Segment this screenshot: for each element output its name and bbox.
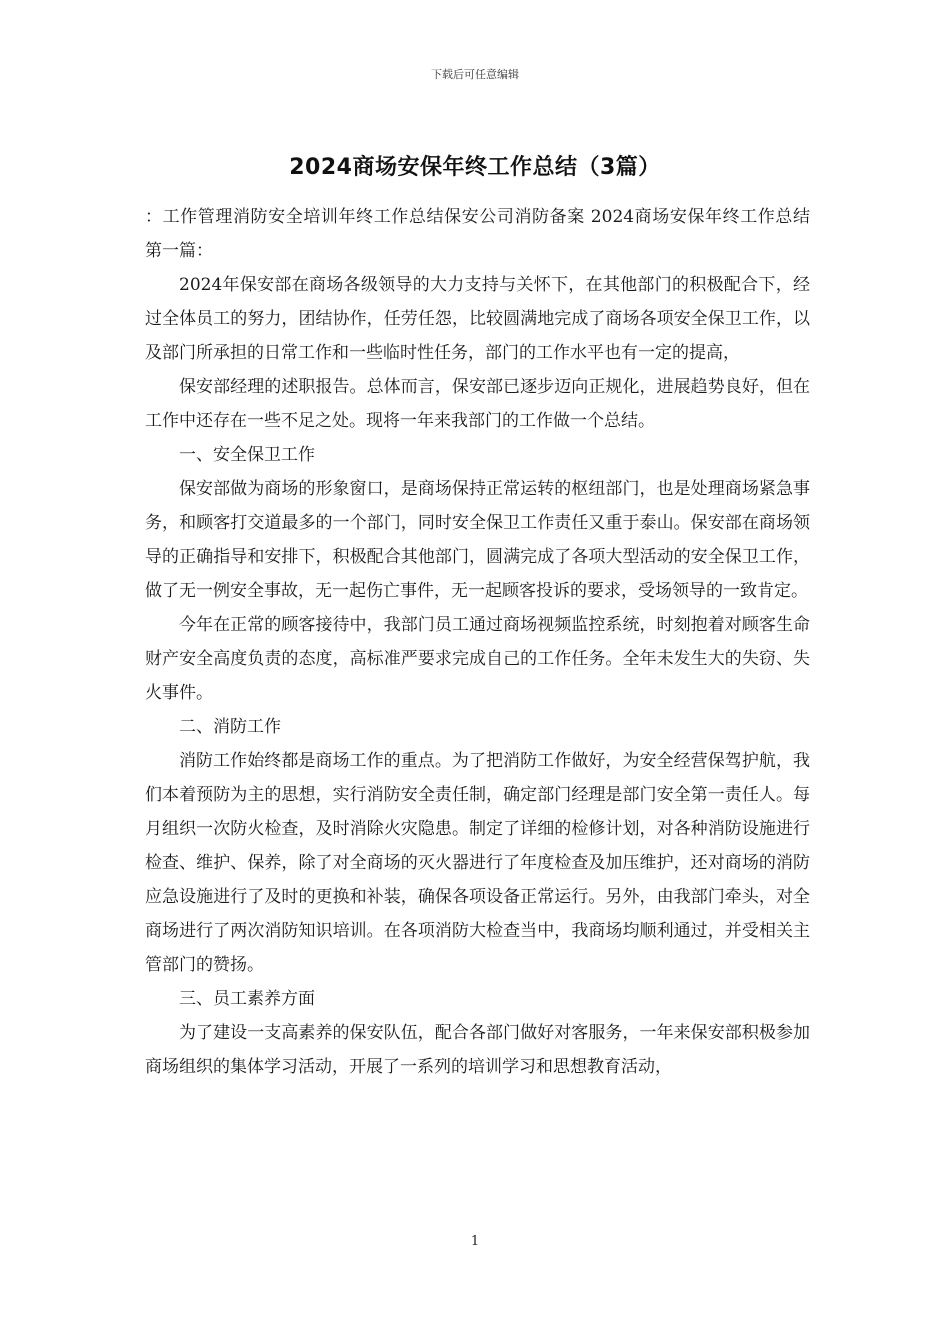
- section-heading-fire: 二、消防工作: [179, 717, 281, 737]
- paragraph-staff: 为了建设一支高素养的保安队伍，配合各部门做好对客服务，一年来保安部积极参加商场组织的集体学习活动，开展了一系列的培训学习和思想教育活动，: [145, 1023, 810, 1077]
- page-number: 1: [470, 1234, 480, 1249]
- download-note: 下载后可任意编辑: [431, 68, 519, 81]
- paragraph-reception: 今年在正常的顾客接待中，我部门员工通过商场视频监控系统，时刻抱着对顾客生命财产安全高度负责的态度，高标准严要求完成自己的工作任务。全年未发生大的失窃、失火事件。: [145, 615, 810, 703]
- document-body: [145, 200, 810, 1084]
- document-title: 2024商场安保年终工作总结（3篇）: [289, 155, 661, 180]
- section-heading-staff: 三、员工素养方面: [179, 989, 315, 1009]
- paragraph-intro: 2024年保安部在商场各级领导的大力支持与关怀下，在其他部门的积极配合下，经过全体员工的努力，团结协作，任劳任怨，比较圆满地完成了商场各项安全保卫工作，以及部门所承担的日常工作和一些临时性任务，部门的工作水平也有一定的提高，: [145, 275, 810, 363]
- paragraph-security: 保安部做为商场的形象窗口，是商场保持正常运转的枢纽部门，也是处理商场紧急事务，和顾客打交道最多的一个部门，同时安全保卫工作责任又重于泰山。保安部在商场领导的正确指导和安排下，积极配合其他部门，圆满完成了各项大型活动的安全保卫工作，做了无一例安全事故，无一起伤亡事件，无一起顾客投诉的要求，受场领导的一致肯定。: [145, 479, 810, 601]
- keywords-line: ：工作管理消防安全培训年终工作总结保安公司消防备案 2024商场安保年终工作总结 第一篇：: [145, 207, 810, 261]
- paragraph-fire: 消防工作始终都是商场工作的重点。为了把消防工作做好，为安全经营保驾护航，我们本着预防为主的思想，实行消防安全责任制，确定部门经理是部门安全第一责任人。每月组织一次防火检查，及时消除火灾隐患。制定了详细的检修计划，对各种消防设施进行检查、维护、保养，除了对全商场的灭火器进行了年度检查及加压维护，还对商场的消防应急设施进行了及时的更换和补装，确保各项设备正常运行。另外，由我部门牵头，对全商场进行了两次消防知识培训。在各项消防大检查当中，我商场均顺利通过，并受相关主管部门的赞扬。: [145, 751, 810, 975]
- paragraph-summary: 保安部经理的述职报告。总体而言，保安部已逐步迈向正规化，进展趋势良好，但在工作中还存在一些不足之处。现将一年来我部门的工作做一个总结。: [145, 377, 810, 431]
- section-heading-security: 一、安全保卫工作: [179, 445, 315, 465]
